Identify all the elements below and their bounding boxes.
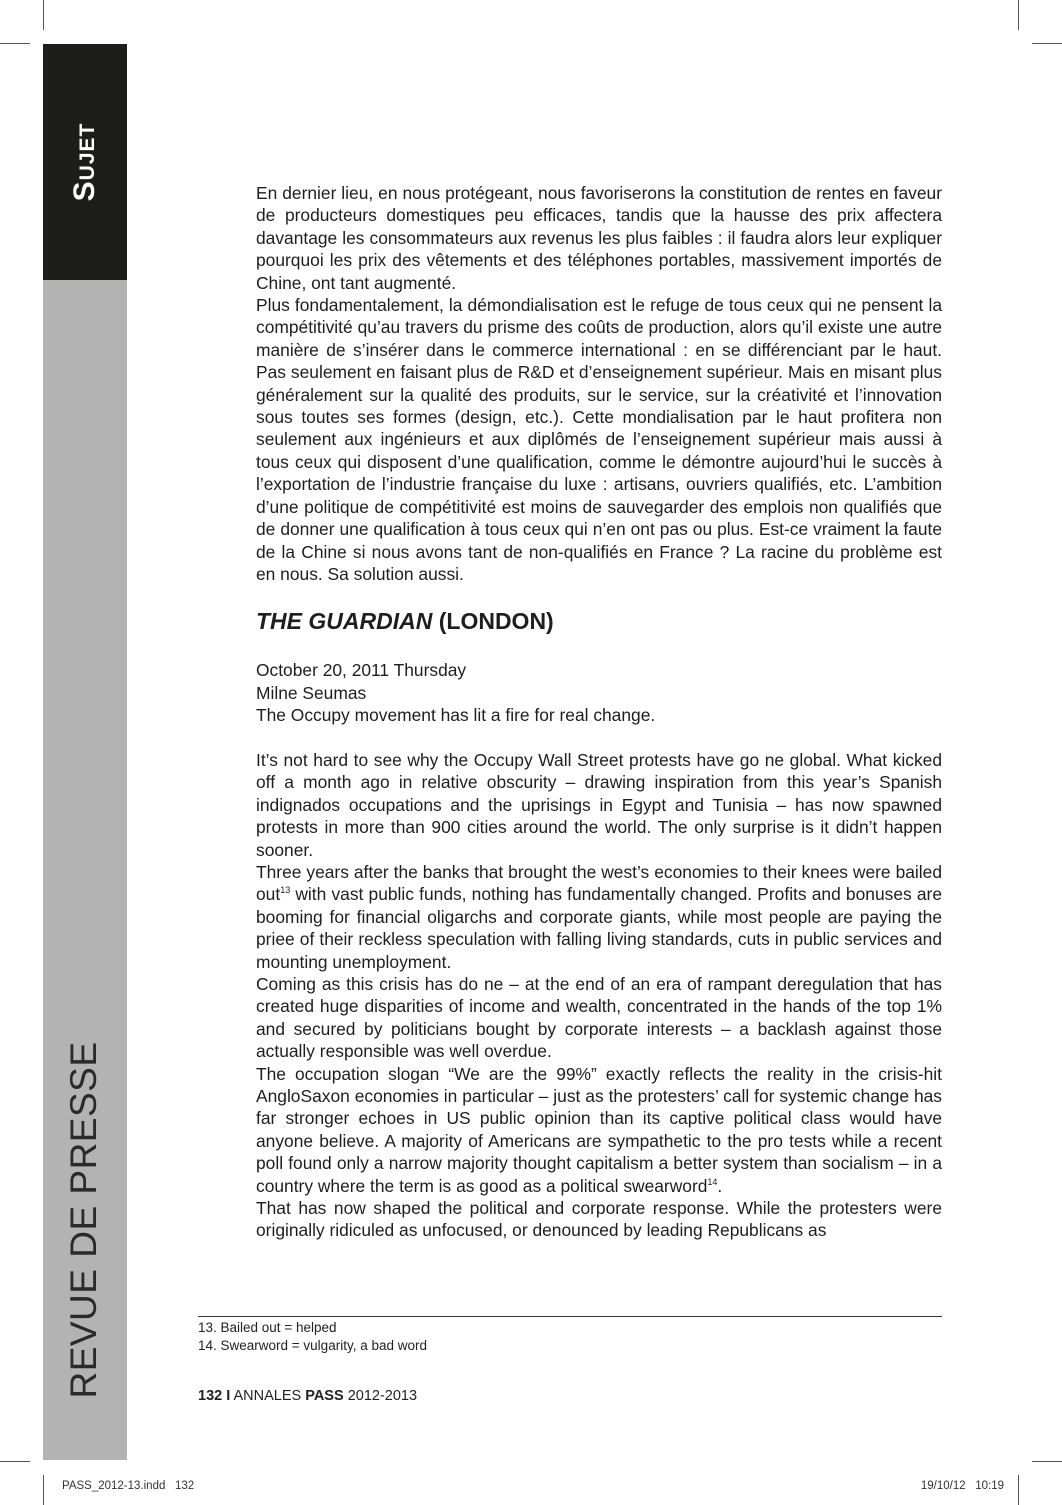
- newspaper-city: (LONDON): [432, 608, 554, 635]
- print-slug-file: PASS_2012-13.indd 132: [62, 1480, 195, 1492]
- vertical-section-title: REVUE DE PRESSE: [63, 1041, 104, 1399]
- paragraph-text: The occupation slogan “We are the 99%” exactly reflects the reality in the crisis-hit AngloSaxon economies in particular – just as the protesters’ call for systemic change has far stronger echoes in US public opinion than its captive political class would have anyone believe. A majority of Americans are sympathetic to the pro tests while a recent poll found only a narrow majority thought capitalism a better system than socialism – in a country where the term is as good as a political swearword: [256, 1063, 942, 1196]
- crop-mark: [0, 43, 30, 44]
- publication-years: 2012-2013: [347, 1388, 418, 1404]
- paragraph-text: Three years after the banks that brought the west’s economies to their knees were bailed out: [256, 861, 942, 905]
- main-text-column: [256, 182, 942, 1242]
- paragraph-text: .: [717, 1175, 723, 1196]
- footnotes: [198, 1319, 427, 1355]
- article-author: Milne Seumas: [256, 682, 367, 703]
- intro-paragraph: Plus fondamentalement, la démondialisation est le refuge de tous ceux qui ne pensent la compétitivité qu’au travers du prisme des coûts de production, alors qu’il existe une autre manière de s’insérer dans le commerce international : en se différenciant par le haut. Pas seulement en faisant plus de R&D et d’enseignement supérieur. Mais en misant plus généralement sur la qualité des produits, sur le service, sur la créativité et l’innovation sous toutes ses formes (design, etc.). Cette mondialisation par le haut profitera non seulement aux ingénieurs et aux diplômés de l’enseignement supérieur mais aussi à tous ceux qui disposent d’une qualification, comme le démontre aujourd’hui le succès à l’exportation de l’industrie française du luxe : artisans, ouvriers qualifiés, etc. L’ambition d’une politique de compétitivité est moins de sauvegarder des emplois non qualifiés que de donner une qualification à tous ceux qui n’en ont pas ou plus. Est-ce vraiment la faute de la Chine si nous avons tant de non-qualifiés en France ? La racine du problème est en nous. Sa solution aussi.: [256, 295, 942, 584]
- article-paragraph: It’s not hard to see why the Occupy Wall Street protests have go ne global. What kicked off a month ago in relative obscurity – drawing inspiration from this year’s Spanish indignados occupations and the uprisings in Egypt and Tunisia – has now spawned protests in more than 900 cities around the world. The only surprise is it didn’t happen sooner.: [256, 749, 942, 860]
- article-paragraph: Coming as this crisis has do ne – at the end of an era of rampant deregulation that has created huge disparities of income and wealth, concentrated in the hands of the top 1% and secured by politicians bought by corporate interests – a backlash against those actually responsible was well overdue.: [256, 973, 942, 1062]
- crop-mark: [1018, 0, 1019, 30]
- publication-name: ANNALES: [233, 1388, 302, 1404]
- intro-paragraph: En dernier lieu, en nous protégeant, nous favoriserons la constitution de rentes en faveur de producteurs domestiques peu efficaces, tandis que la hausse des prix affectera davantage les consommateurs aux revenus les plus faibles : il faudra alors leur expliquer pourquoi les prix des vêtements et des téléphones portables, massivement importés de Chine, ont tant augmenté.: [256, 183, 942, 293]
- article-meta: [256, 659, 942, 726]
- crop-mark: [1032, 1461, 1062, 1462]
- section-label: Sujet: [68, 122, 101, 202]
- footnote: 14. Swearword = vulgarity, a bad word: [198, 1338, 427, 1353]
- source-heading: [256, 607, 942, 635]
- article-paragraph: That has now shaped the political and corporate response. While the protesters were originally ridiculed as unfocused, or denounced by leading Republicans as: [256, 1198, 942, 1241]
- article-paragraph: [256, 861, 942, 973]
- page-footer: [198, 1388, 417, 1404]
- page-number: 132: [198, 1388, 223, 1404]
- brand-name: PASS: [305, 1388, 344, 1404]
- footnote: 13. Bailed out = helped: [198, 1320, 337, 1335]
- footer-separator: I: [226, 1388, 231, 1404]
- paragraph-text: with vast public funds, nothing has fundamentally changed. Profits and bonuses are booming for financial oligarchs and corporate giants, while most people are paying the priee of their reckless speculation with falling living standards, cuts in public services and mounting unemployment.: [256, 884, 942, 972]
- crop-mark: [0, 1461, 30, 1462]
- spacer: [256, 727, 942, 749]
- footnote-ref: 14: [707, 1176, 718, 1187]
- print-slug-datetime: 19/10/12 10:19: [920, 1480, 1004, 1492]
- article-headline: The Occupy movement has lit a fire for real change.: [256, 705, 656, 726]
- footnote-ref: 13: [280, 885, 291, 896]
- crop-mark: [43, 1475, 44, 1505]
- crop-mark: [43, 0, 44, 30]
- crop-mark: [1018, 1475, 1019, 1505]
- article-date: October 20, 2011 Thursday: [256, 660, 467, 681]
- crop-mark: [1032, 43, 1062, 44]
- footnote-rule: [198, 1316, 942, 1317]
- newspaper-name: THE GUARDIAN: [256, 608, 433, 635]
- article-paragraph: [256, 1063, 942, 1197]
